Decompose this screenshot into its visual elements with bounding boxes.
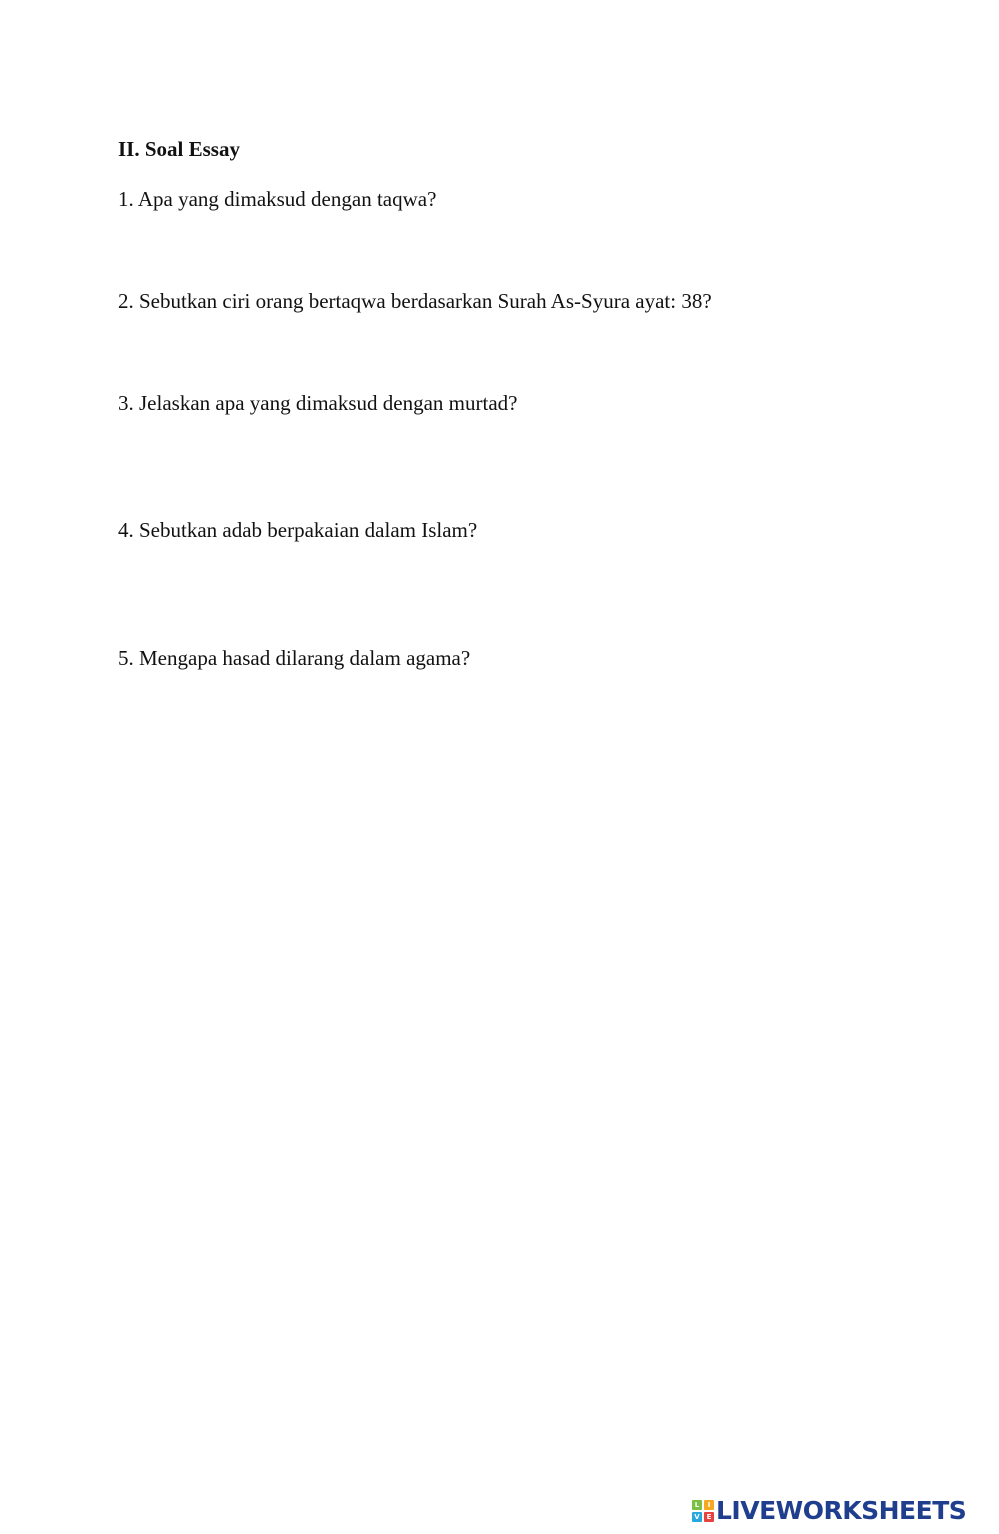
question-1: 1. Apa yang dimaksud dengan taqwa?	[118, 187, 437, 211]
section-title: II. Soal Essay	[118, 137, 240, 161]
question-5: 5. Mengapa hasad dilarang dalam agama?	[118, 646, 471, 670]
question-3: 3. Jelaskan apa yang dimaksud dengan murtad?	[118, 391, 518, 415]
question-4: 4. Sebutkan adab berpakaian dalam Islam?	[118, 518, 478, 542]
question-2: 2. Sebutkan ciri orang bertaqwa berdasarkan Surah As-Syura ayat: 38?	[118, 289, 712, 313]
logo-tile-i: I	[704, 1500, 714, 1510]
logo-tile-e: E	[704, 1512, 714, 1522]
logo-tile-v: V	[692, 1512, 702, 1522]
liveworksheets-brand[interactable]	[692, 1497, 966, 1525]
liveworksheets-logo-icon	[692, 1500, 714, 1522]
brand-name: LIVEWORKSHEETS	[716, 1496, 967, 1525]
logo-tile-l: L	[692, 1500, 702, 1510]
